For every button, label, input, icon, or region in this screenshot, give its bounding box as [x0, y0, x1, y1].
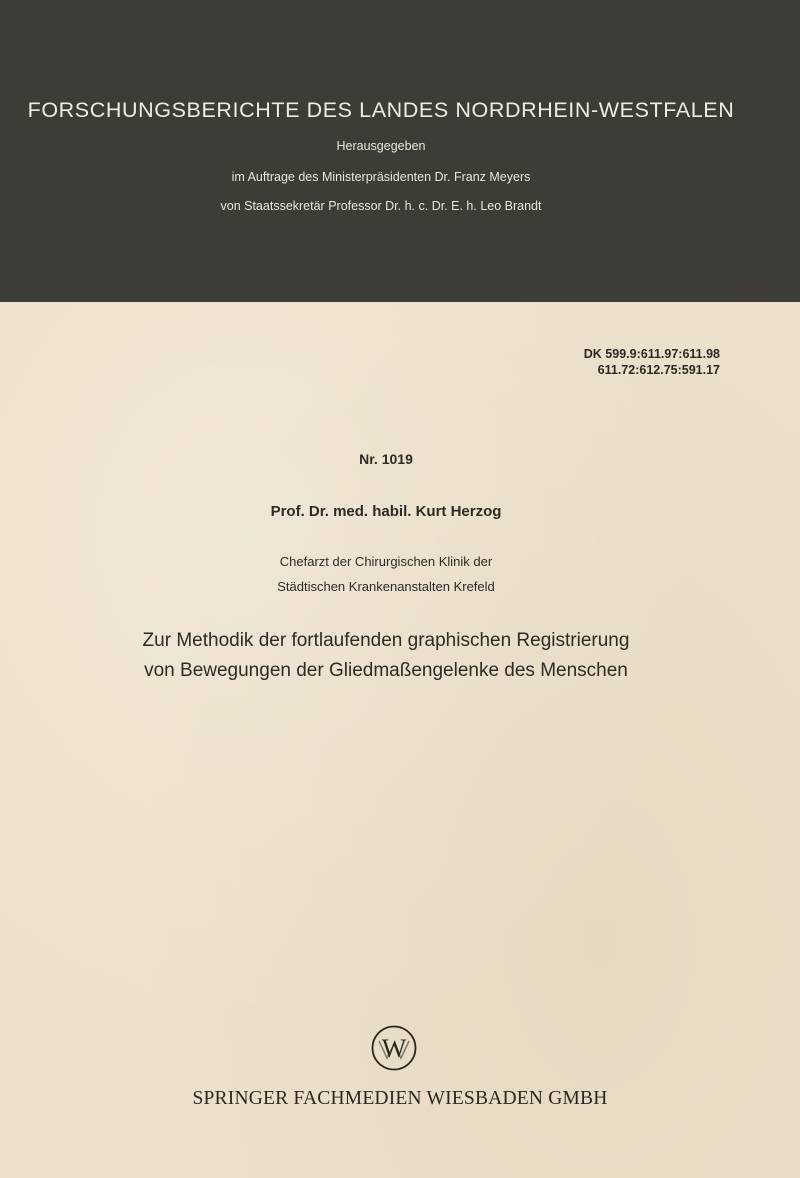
book-title-line-2: von Bewegungen der Gliedmaßengelenke des Menschen: [144, 660, 628, 681]
editor-line: von Staatssekretär Professor Dr. h. c. Dr. E. h. Leo Brandt: [220, 199, 542, 213]
author-affiliation-1: Chefarzt der Chirurgischen Klinik der: [279, 554, 493, 569]
dk-line-2: 611.72:612.75:591.17: [597, 363, 720, 377]
report-number: Nr. 1019: [359, 451, 413, 467]
book-title-line-1: Zur Methodik der fortlaufenden graphischen Registrierung: [142, 630, 630, 651]
author-affiliation-2: Städtischen Krankenanstalten Krefeld: [277, 579, 495, 594]
header-band: [0, 0, 800, 302]
dk-line-1: DK 599.9:611.97:611.98: [583, 347, 720, 361]
series-title: FORSCHUNGSBERICHTE DES LANDES NORDRHEIN-WESTFALEN: [27, 98, 735, 122]
author-name: Prof. Dr. med. habil. Kurt Herzog: [270, 503, 502, 520]
publisher-name: SPRINGER FACHMEDIEN WIESBADEN GMBH: [192, 1088, 608, 1109]
commission-line: im Auftrage des Ministerpräsidenten Dr. Franz Meyers: [231, 170, 531, 184]
publisher-logo-letter: W: [381, 1034, 407, 1063]
editor-heading: Herausgegeben: [336, 139, 426, 153]
publisher-logo-icon: [370, 1024, 418, 1072]
dk-classification: [584, 346, 720, 378]
